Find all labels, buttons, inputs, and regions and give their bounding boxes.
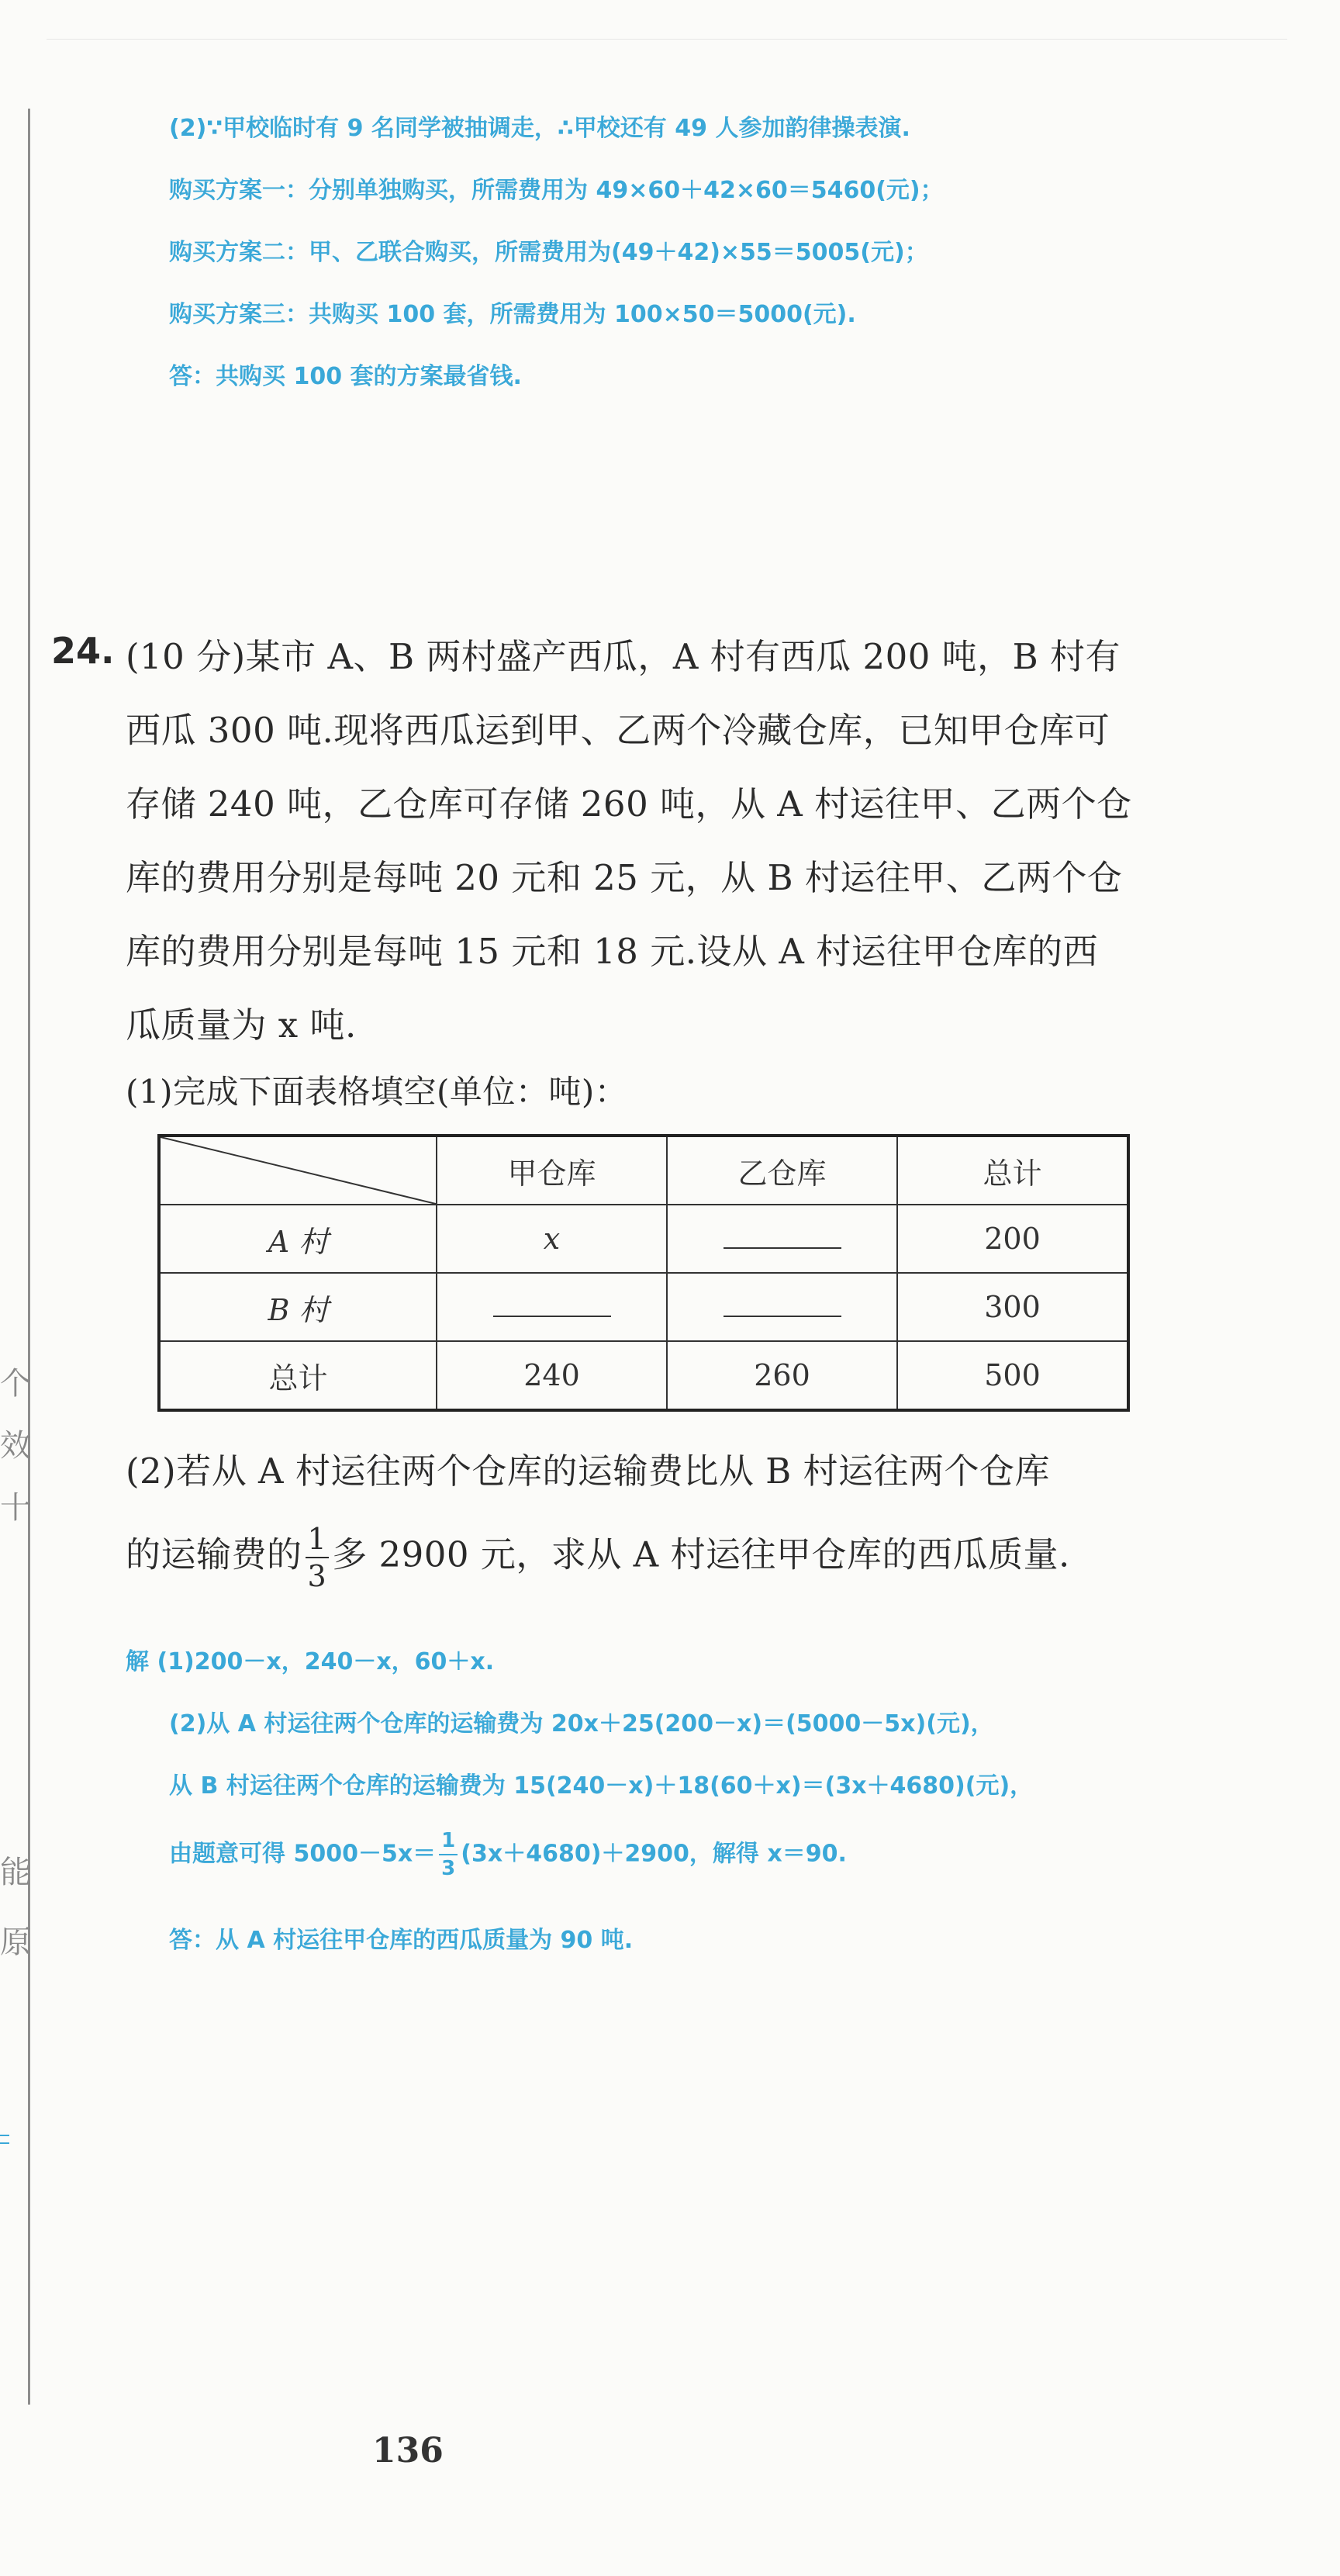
question-line-3: 存储 240 吨，乙仓库可存储 260 吨，从 A 村运往甲、乙两个仓 xyxy=(126,783,1132,825)
margin-rule xyxy=(28,109,30,2405)
blank-line xyxy=(724,1292,841,1317)
solution-4-pre: 由题意可得 5000－5x＝ xyxy=(169,1840,437,1868)
question-number: 24. xyxy=(51,630,115,672)
solution-line-4 xyxy=(169,1831,847,1879)
row-a-label: A 村 xyxy=(159,1205,437,1273)
row-total-jia: 240 xyxy=(437,1341,667,1410)
sub2-text-pre: 的运输费的 xyxy=(126,1533,302,1575)
blank-line xyxy=(493,1292,611,1317)
row-b-jia-blank xyxy=(437,1273,667,1341)
edge-blue-mark xyxy=(0,2135,9,2136)
question-line-6: 瓜质量为 x 吨. xyxy=(126,1004,357,1046)
top-faint-line xyxy=(47,39,1287,40)
prev-answer-line-1: (2)∵甲校临时有 9 名同学被抽调走，∴甲校还有 49 人参加韵律操表演. xyxy=(169,115,910,142)
edge-blue-mark xyxy=(0,2142,9,2144)
prev-answer-line-2: 购买方案一：分别单独购买，所需费用为 49×60＋42×60＝5460(元)； xyxy=(169,177,944,204)
edge-fragment-2: 效 xyxy=(0,1428,31,1464)
solution-fraction xyxy=(439,1831,458,1879)
prev-answer-line-4: 购买方案三：共购买 100 套，所需费用为 100×50＝5000(元). xyxy=(169,301,856,328)
solution-line-1: 解 (1)200－x，240－x，60＋x. xyxy=(126,1648,495,1675)
edge-fragment-3: 十 xyxy=(0,1490,31,1526)
fraction-denominator: 3 xyxy=(441,1857,456,1880)
solution-line-5: 答：从 A 村运往甲仓库的西瓜质量为 90 吨. xyxy=(169,1927,634,1954)
row-b-total: 300 xyxy=(897,1273,1128,1341)
header-yi: 乙仓库 xyxy=(667,1136,897,1205)
row-a-yi-blank xyxy=(667,1205,897,1273)
edge-fragment-5: 原 xyxy=(0,1924,31,1960)
question-line-1: (10 分)某市 A、B 两村盛产西瓜，A 村有西瓜 200 吨，B 村有 xyxy=(126,636,1121,677)
fraction-numerator: 1 xyxy=(306,1524,330,1558)
row-total-label: 总计 xyxy=(159,1341,437,1410)
header-jia: 甲仓库 xyxy=(437,1136,667,1205)
sub-question-1: (1)完成下面表格填空(单位：吨)： xyxy=(126,1073,628,1111)
table-corner-cell xyxy=(159,1136,437,1205)
edge-fragment-4: 能 xyxy=(0,1855,31,1890)
row-total-total: 500 xyxy=(897,1341,1128,1410)
row-b-yi-blank xyxy=(667,1273,897,1341)
sub-question-2-line-2 xyxy=(126,1524,1070,1591)
page-number: 136 xyxy=(372,2431,444,2471)
blank-line xyxy=(724,1224,841,1249)
question-line-5: 库的费用分别是每吨 15 元和 18 元.设从 A 村运往甲仓库的西 xyxy=(126,931,1099,972)
sub2-fraction xyxy=(306,1524,330,1591)
fraction-numerator: 1 xyxy=(439,1831,458,1855)
question-line-4: 库的费用分别是每吨 20 元和 25 元，从 B 村运往甲、乙两个仓 xyxy=(126,857,1123,898)
row-total-yi: 260 xyxy=(667,1341,897,1410)
edge-fragment-1: 个 xyxy=(0,1366,31,1402)
fraction-denominator: 3 xyxy=(307,1559,327,1593)
prev-answer-line-3: 购买方案二：甲、乙联合购买，所需费用为(49＋42)×55＝5005(元)； xyxy=(169,239,928,266)
fill-in-table xyxy=(157,1134,1130,1412)
solution-line-2: (2)从 A 村运往两个仓库的运输费为 20x＋25(200－x)＝(5000－5x)(元)， xyxy=(169,1710,994,1738)
prev-answer-line-5: 答：共购买 100 套的方案最省钱. xyxy=(169,363,522,390)
header-total: 总计 xyxy=(897,1136,1128,1205)
solution-4-post: (3x＋4680)＋2900，解得 x＝90. xyxy=(461,1840,847,1868)
row-a-total: 200 xyxy=(897,1205,1128,1273)
sub2-text-post: 多 2900 元，求从 A 村运往甲仓库的西瓜质量. xyxy=(332,1533,1070,1575)
row-b-label: B 村 xyxy=(159,1273,437,1341)
solution-line-3: 从 B 村运往两个仓库的运输费为 15(240－x)＋18(60＋x)＝(3x＋4680)(元)， xyxy=(169,1772,1034,1800)
row-a-jia: x xyxy=(437,1205,667,1273)
sub-question-2-line-1: (2)若从 A 村运往两个仓库的运输费比从 B 村运往两个仓库 xyxy=(126,1451,1051,1492)
question-line-2: 西瓜 300 吨.现将西瓜运到甲、乙两个冷藏仓库，已知甲仓库可 xyxy=(126,710,1110,751)
diagonal-line xyxy=(161,1137,436,1204)
